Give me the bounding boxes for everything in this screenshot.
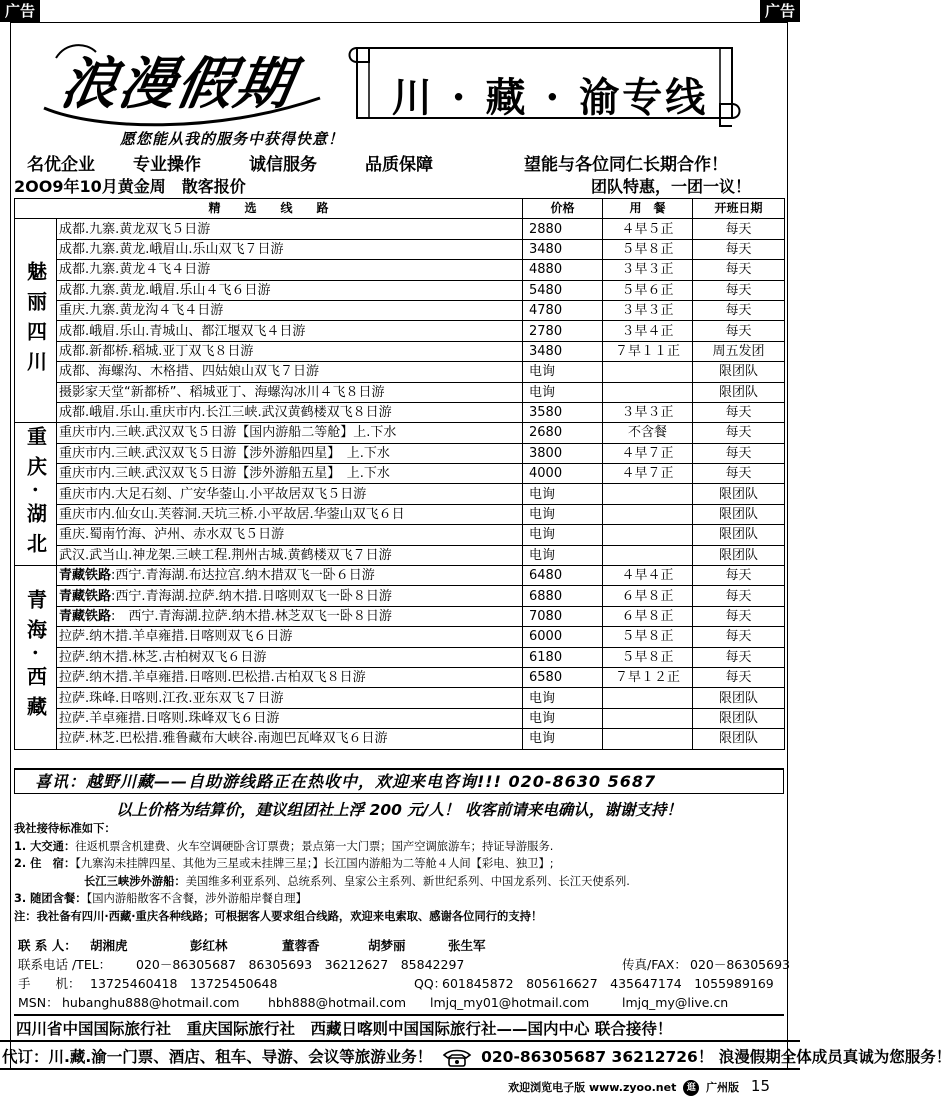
mobile-numbers: 13725460418 13725450648	[90, 976, 278, 991]
price-cell: 4780	[523, 300, 603, 320]
schedule-cell: 每天	[693, 260, 785, 280]
brand-logo: 浪漫假期	[55, 51, 300, 117]
footer-text: 欢迎浏览电子版 www.zyoo.net	[508, 1081, 677, 1094]
route-name: 重庆市内.仙女山.芙蓉洞.天坑三桥.小平故居.华蓥山双飞６日	[59, 507, 405, 523]
value-item: 诚信服务	[249, 155, 317, 175]
table-row	[15, 484, 785, 504]
meal-cell: ３早３正	[603, 300, 693, 320]
meal-cell	[603, 525, 693, 545]
standard-transport	[14, 838, 784, 856]
schedule-cell: 限团队	[693, 708, 785, 728]
meals-label: 3. 随团含餐：	[14, 892, 87, 905]
route-cell	[57, 708, 523, 728]
service-standards	[14, 820, 784, 925]
schedule-cell: 每天	[693, 606, 785, 626]
price-cell: 电询	[523, 688, 603, 708]
group-offer: 团队特惠，一团一议！	[591, 177, 752, 196]
table-header-row	[15, 199, 785, 219]
route-cell	[57, 525, 523, 545]
meal-cell	[603, 729, 693, 749]
table-row	[15, 382, 785, 402]
table-row	[15, 667, 785, 687]
lodging-text: 【九寨沟未挂牌四星、其他为三星或未挂牌三星；】长江国内游船为二等舱４人间【彩电、独卫】;	[75, 857, 554, 870]
route-cell	[57, 688, 523, 708]
table-row	[15, 566, 785, 586]
tel-numbers: 020－86305687 86305693 36212627 85842297	[136, 957, 465, 972]
table-row	[15, 239, 785, 259]
zyoo-badge-icon: 逛	[683, 1080, 699, 1096]
contact-mobile	[14, 974, 784, 993]
route-cell	[57, 423, 523, 443]
services-text: 代订：川.藏.渝一门票、酒店、租车、导游、会议等旅游业务！	[2, 1048, 433, 1066]
meal-cell: ６早８正	[603, 586, 693, 606]
route-name: 重庆.九寨.黄龙沟４飞４日游	[59, 303, 224, 319]
table-row	[15, 280, 785, 300]
table-row	[15, 525, 785, 545]
price-cell: 6580	[523, 667, 603, 687]
mobile-label: 手 机：	[18, 976, 81, 991]
route-name: : 西宁.青海湖.拉萨.纳木措.林芝双飞一卧８日游	[111, 609, 392, 624]
table-row	[15, 647, 785, 667]
route-name: 重庆.蜀南竹海、泸州、赤水双飞５日游	[59, 527, 285, 543]
page-number: 15	[750, 1077, 770, 1095]
msn-address[interactable]: lmjq_my@live.cn	[622, 995, 729, 1010]
price-cell: 电询	[523, 484, 603, 504]
table-row	[15, 504, 785, 524]
schedule-cell: 周五发团	[693, 341, 785, 361]
schedule-cell: 限团队	[693, 525, 785, 545]
table-row	[15, 606, 785, 626]
transport-text: 往返机票含机建费、火车空调硬卧含订票费；景点第一大门票；国产空调旅游车；持证导游服务.	[75, 839, 554, 853]
table-row	[15, 260, 785, 280]
route-name: 成都.九寨.黄龙４飞４日游	[59, 262, 211, 278]
table-row	[15, 402, 785, 422]
schedule-cell: 每天	[693, 280, 785, 300]
telephone-icon	[442, 1049, 472, 1067]
meal-cell	[603, 545, 693, 565]
header-schedule: 开班日期	[693, 199, 785, 219]
price-cell: 电询	[523, 525, 603, 545]
meal-cell: ５早６正	[603, 280, 693, 300]
price-cell: 3480	[523, 341, 603, 361]
price-cell: 电询	[523, 382, 603, 402]
scroll-title: 川 · 藏 · 渝专线	[391, 74, 709, 121]
offer-title: 2OO9年10月黄金周 散客报价	[14, 177, 246, 196]
price-cell: 电询	[523, 362, 603, 382]
contact-tel	[14, 955, 790, 974]
price-cell: 电询	[523, 545, 603, 565]
route-prefix: 青藏铁路	[59, 609, 112, 624]
contact-name: 彭红林	[190, 938, 228, 953]
table-row	[15, 362, 785, 382]
region-label: 魅丽四川	[15, 219, 57, 423]
table-row	[15, 586, 785, 606]
services-phone: 020-86305687 36212726！	[481, 1048, 714, 1066]
schedule-cell: 限团队	[693, 688, 785, 708]
schedule-cell: 限团队	[693, 382, 785, 402]
route-name: 成都.峨眉.乐山.重庆市内.长江三峡.武汉黄鹤楼双飞８日游	[59, 405, 392, 421]
partner-agencies: 四川省中国国际旅行社 重庆国际旅行社 西藏日喀则中国国际旅行社——国内中心 联合接待！	[14, 1014, 784, 1040]
ad-label-right: 广告	[760, 0, 800, 22]
contact-name: 董蓉香	[282, 938, 320, 953]
route-cell	[57, 321, 523, 341]
value-item: 专业操作	[133, 155, 201, 175]
schedule-cell: 限团队	[693, 504, 785, 524]
route-cell	[57, 239, 523, 259]
table-row	[15, 688, 785, 708]
meal-cell	[603, 362, 693, 382]
table-row	[15, 300, 785, 320]
meals-text: 【国内游船散客不含餐，涉外游船岸餐自理】	[86, 892, 307, 905]
route-cell	[57, 545, 523, 565]
schedule-cell: 每天	[693, 443, 785, 463]
schedule-cell: 每天	[693, 566, 785, 586]
route-name: 成都、海螺沟、木格措、四姑娘山双飞７日游	[59, 364, 320, 380]
meal-cell: ６早８正	[603, 606, 693, 626]
header-price: 价格	[523, 199, 603, 219]
price-cell: 6880	[523, 586, 603, 606]
booking-services	[0, 1040, 951, 1070]
meal-cell: ３早３正	[603, 260, 693, 280]
route-cell	[57, 667, 523, 687]
price-cell: 3800	[523, 443, 603, 463]
meal-cell	[603, 504, 693, 524]
table-row	[15, 321, 785, 341]
schedule-cell: 每天	[693, 423, 785, 443]
meal-cell: ４早４正	[603, 566, 693, 586]
table-row	[15, 464, 785, 484]
meal-cell: ３早３正	[603, 402, 693, 422]
value-item: 品质保障	[365, 155, 433, 175]
contact-name: 胡梦丽	[368, 938, 406, 953]
schedule-cell: 限团队	[693, 484, 785, 504]
price-cell: 4880	[523, 260, 603, 280]
standards-remark: 注：我社备有四川·西藏·重庆各种线路；可根据客人要求组合线路，欢迎来电索取、感谢各位同行的支持！	[14, 909, 543, 923]
route-cell	[57, 260, 523, 280]
fax-label: 传真/FAX：	[622, 957, 687, 972]
table-row	[15, 341, 785, 361]
route-name: :西宁.青海湖.布达拉宫.纳木措双飞一卧６日游	[111, 568, 375, 584]
route-cell	[57, 362, 523, 382]
price-cell: 6480	[523, 566, 603, 586]
contact-name: 胡湘虎	[90, 938, 128, 953]
route-cell	[57, 729, 523, 749]
standards-heading: 我社接待标准如下：	[14, 822, 116, 835]
route-price-table	[14, 198, 785, 750]
route-cell	[57, 341, 523, 361]
msn-address[interactable]: hubanghu888@hotmail.com	[62, 995, 240, 1010]
meal-cell: ５早８正	[603, 647, 693, 667]
standard-cruise	[14, 873, 784, 891]
schedule-cell: 限团队	[693, 545, 785, 565]
route-cell	[57, 606, 523, 626]
route-cell	[57, 647, 523, 667]
route-name: 成都.九寨.黄龙双飞５日游	[59, 221, 211, 237]
services-closing: 浪漫假期全体成员真诚为您服务！	[718, 1048, 951, 1066]
route-cell	[57, 627, 523, 647]
ad-label-left: 广告	[0, 0, 40, 22]
route-name: 拉萨.纳木措.羊卓雍措.日喀则.巴松措.古柏双飞８日游	[59, 670, 366, 686]
meal-cell: ４早７正	[603, 464, 693, 484]
route-cell	[57, 504, 523, 524]
table-row	[15, 443, 785, 463]
meal-cell: ７早１１正	[603, 341, 693, 361]
value-item: 名优企业	[27, 155, 95, 175]
meal-cell: ３早４正	[603, 321, 693, 341]
route-prefix: 青藏铁路	[59, 568, 112, 584]
schedule-cell: 每天	[693, 647, 785, 667]
price-cell: 6000	[523, 627, 603, 647]
lodging-label: 2. 住 宿：	[14, 857, 76, 870]
route-cell	[57, 566, 523, 586]
contact-name: 张生军	[448, 938, 486, 953]
qq-numbers: 601845872 805616627 435647174 1055989169	[442, 976, 774, 991]
schedule-cell: 每天	[693, 219, 785, 239]
msn-address[interactable]: hbh888@hotmail.com	[268, 995, 407, 1010]
route-name: 成都.九寨.黄龙.峨眉山.乐山双飞７日游	[59, 241, 284, 257]
price-cell: 电询	[523, 729, 603, 749]
route-name: 重庆市内.三峡.武汉双飞５日游【国内游船二等舱】上.下水	[59, 425, 397, 441]
transport-label: 1. 大交通：	[14, 839, 76, 853]
brand-slogan: 愿您能从我的服务中获得快意！	[120, 130, 345, 148]
route-cell	[57, 219, 523, 239]
price-cell: 2880	[523, 219, 603, 239]
meal-cell	[603, 484, 693, 504]
fax-number: 020－86305693	[690, 957, 790, 972]
route-name: 拉萨.羊卓雍措.日喀则.珠峰双飞６日游	[59, 710, 280, 726]
price-note: 以上价格为结算价，建议组团社上浮 200 元/人！ 收客前请来电确认，谢谢支持！	[116, 801, 682, 819]
price-cell: 3580	[523, 402, 603, 422]
cruise-label: 长江三峡涉外游船：	[84, 874, 186, 888]
footer-edition: 广州版	[706, 1081, 740, 1094]
schedule-cell: 限团队	[693, 362, 785, 382]
schedule-cell: 限团队	[693, 729, 785, 749]
msn-address[interactable]: lmjq_my01@hotmail.com	[430, 995, 590, 1010]
meal-cell: ４早５正	[603, 219, 693, 239]
price-cell: 4000	[523, 464, 603, 484]
route-name: 成都.峨眉.乐山.青城山、都江堰双飞４日游	[59, 323, 306, 339]
meal-cell: ５早８正	[603, 239, 693, 259]
schedule-cell: 每天	[693, 239, 785, 259]
route-name: 重庆市内.大足石刻、广安华蓥山.小平故居双飞５日游	[59, 486, 367, 502]
schedule-cell: 每天	[693, 464, 785, 484]
names-label: 联 系 人：	[18, 938, 77, 953]
route-cell	[57, 586, 523, 606]
cooperation-text: 望能与各位同仁长期合作！	[524, 155, 728, 175]
price-cell: 3480	[523, 239, 603, 259]
cruise-text: 美国维多利亚系列、总统系列、皇家公主系列、新世纪系列、中国龙系列、长江天使系列.	[185, 874, 630, 888]
schedule-cell: 每天	[693, 321, 785, 341]
msn-label: MSN：	[18, 995, 59, 1010]
table-row	[15, 627, 785, 647]
meal-cell: ５早８正	[603, 627, 693, 647]
route-name: 成都.九寨.黄龙.峨眉.乐山４飞６日游	[59, 282, 271, 298]
hotline-banner: 喜讯：越野川藏——自助游线路正在热收中，欢迎来电咨询!!! 020-8630 5687	[14, 768, 784, 794]
contact-info	[14, 936, 790, 1012]
table-row	[15, 545, 785, 565]
contact-names	[14, 936, 784, 955]
table-row	[15, 708, 785, 728]
route-name: :西宁.青海湖.拉萨.纳木措.日喀则双飞一卧８日游	[111, 588, 392, 604]
route-cell	[57, 280, 523, 300]
meal-cell: ７早１２正	[603, 667, 693, 687]
price-cell: 电询	[523, 504, 603, 524]
region-label: 青海·西藏	[15, 566, 57, 750]
route-name: 拉萨.林芝.巴松措.雅鲁藏布大峡谷.南迦巴瓦峰双飞６日游	[59, 731, 388, 747]
route-name: 拉萨.纳木措.林芝.古柏树双飞６日游	[59, 649, 267, 665]
standard-meals	[14, 890, 784, 908]
route-name: 重庆市内.三峡.武汉双飞５日游【涉外游船四星】 上.下水	[59, 445, 390, 461]
qq-label: QQ：	[414, 976, 447, 991]
route-cell	[57, 464, 523, 484]
route-name: 拉萨.纳木措.羊卓雍措.日喀则双飞６日游	[59, 629, 293, 645]
route-prefix: 青藏铁路	[59, 588, 112, 604]
route-cell	[57, 402, 523, 422]
price-cell: 7080	[523, 606, 603, 626]
meal-cell	[603, 688, 693, 708]
route-cell	[57, 443, 523, 463]
route-name: 拉萨.珠峰.日喀则.江孜.亚东双飞７日游	[59, 690, 284, 706]
price-cell: 2680	[523, 423, 603, 443]
region-label: 重庆·湖北	[15, 423, 57, 566]
meal-cell	[603, 708, 693, 728]
route-name: 摄影家天堂“新都桥”、稻城亚丁、海螺沟冰川４飞８日游	[59, 384, 385, 400]
offer-heading	[14, 174, 784, 198]
table-row	[15, 423, 785, 443]
contact-msn	[14, 993, 784, 1012]
price-cell: 2780	[523, 321, 603, 341]
schedule-cell: 每天	[693, 667, 785, 687]
meal-cell	[603, 382, 693, 402]
route-name: 成都.新都桥.稻城.亚丁双飞８日游	[59, 343, 254, 359]
header-route: 精 选 线 路	[15, 199, 523, 219]
schedule-cell: 每天	[693, 586, 785, 606]
schedule-cell: 每天	[693, 627, 785, 647]
schedule-cell: 每天	[693, 402, 785, 422]
schedule-cell: 每天	[693, 300, 785, 320]
page-footer	[508, 1078, 770, 1096]
table-row	[15, 729, 785, 749]
route-cell	[57, 484, 523, 504]
table-row	[15, 219, 785, 239]
route-cell	[57, 382, 523, 402]
standard-lodging	[14, 855, 784, 873]
route-name: 重庆市内.三峡.武汉双飞５日游【涉外游船五星】 上.下水	[59, 466, 390, 482]
price-cell: 6180	[523, 647, 603, 667]
price-cell: 电询	[523, 708, 603, 728]
header-meal: 用 餐	[603, 199, 693, 219]
value-statements	[27, 150, 782, 174]
route-name: 武汉.武当山.神龙架.三峡工程.荆州古城.黄鹤楼双飞７日游	[59, 547, 392, 563]
price-cell: 5480	[523, 280, 603, 300]
route-cell	[57, 300, 523, 320]
tel-label: 联系电话 /TEL：	[18, 957, 112, 972]
meal-cell: ４早７正	[603, 443, 693, 463]
meal-cell: 不含餐	[603, 423, 693, 443]
